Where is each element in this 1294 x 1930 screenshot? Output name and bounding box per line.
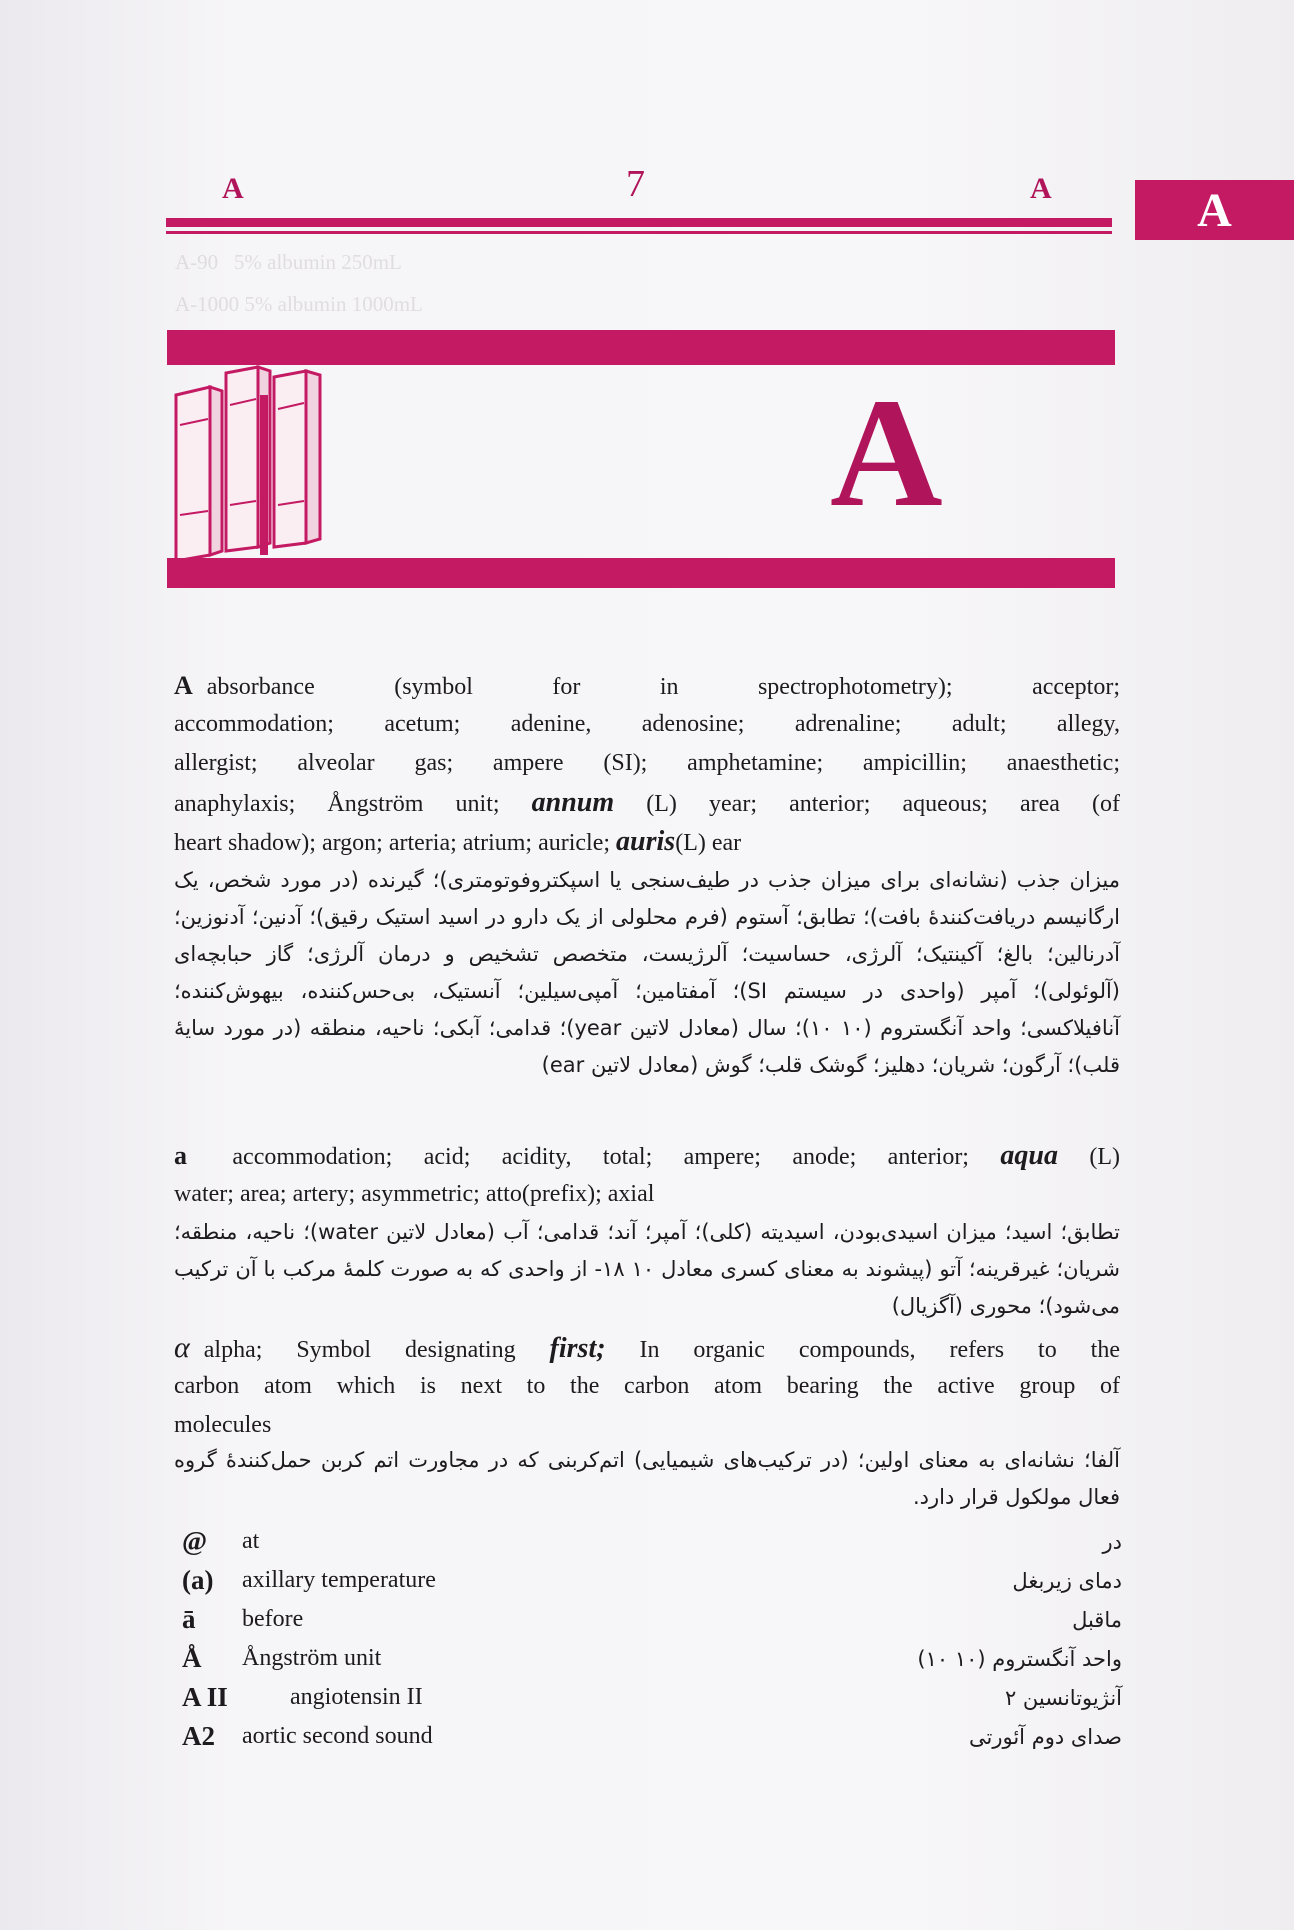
- abbrev-row: [182, 1643, 1122, 1681]
- entry-a-line: a accommodation; acid; acidity, total; ampere; anode; anterior; aqua (L): [174, 1140, 1120, 1171]
- header-rule: [166, 218, 1112, 227]
- books-icon: [170, 365, 350, 565]
- entry-A-line: allergist; alveolar gas; ampere (SI); amphetamine; ampicillin; anaesthetic;: [174, 750, 1120, 776]
- abbrev-persian: در: [1102, 1530, 1122, 1554]
- header-right-letter: A: [1030, 172, 1052, 205]
- abbrev-symbol: Å: [182, 1643, 202, 1673]
- entry-A-line: accommodation; acetum; adenine, adenosine; adrenaline; adult; allegy,: [174, 711, 1120, 737]
- abbrev-symbol: A II: [182, 1682, 228, 1712]
- banner-top-band: [167, 330, 1115, 365]
- abbrev-symbol: A2: [182, 1721, 215, 1751]
- entry-alpha-line: molecules: [174, 1412, 272, 1438]
- entry-A-persian: میزان جذب (نشانه‌ای برای میزان جذب در طیف‌سنجی یا اسپکتروفوتومتری)؛ گیرنده (در مورد شخص، یک ارگانیسم دریافت‌کنندهٔ بافت)؛ تطابق؛ آستوم (فرم محلولی از یک دارو در اسید استیک رقیق)؛ آدنین؛ آدنوزین؛ آدرنالین؛ بالغ؛ آکینتیک؛ آلرژی، حساسیت؛ آلرژیست، متخصص تشخیص و درمان آلرژی؛ گاز حبابچه‌ای (آلوئولی)؛ آمپر (واحدی در سیستم SI)؛ آمفتامین؛ آمپی‌سیلین؛ آنستیک، بی‌حس‌کننده، بیهوش‌کننده؛ آنافیلاکسی؛ واحد آنگستروم (۱۰ ۱۰)؛ سال (معادل لاتین year)؛ قدامی؛ آبکی؛ ناحیه، منطقه (در مورد سایهٔ قلب)؛ آرگون؛ شریان؛ دهلیز؛ گوشک قلب؛ گوش (معادل لاتین ear): [174, 868, 1120, 1077]
- abbrev-persian: آنژیوتانسین ۲: [1004, 1686, 1122, 1710]
- abbrev-term: aortic second sound: [242, 1723, 433, 1749]
- abbrev-row: [182, 1721, 1122, 1759]
- abbrev-term: Ångström unit: [242, 1645, 382, 1671]
- page-number: 7: [626, 163, 645, 205]
- abbrev-row: [182, 1565, 1122, 1603]
- abbrev-persian: ماقبل: [1072, 1608, 1122, 1632]
- abbrev-symbol: @: [182, 1526, 208, 1556]
- abbrev-term: at: [242, 1528, 260, 1554]
- abbrev-persian: صدای دوم آئورتی: [969, 1725, 1122, 1749]
- abbrev-term: axillary temperature: [242, 1567, 436, 1593]
- entry-a-persian: تطابق؛ اسید؛ میزان اسیدی‌بودن، اسیدیته (کلی)؛ آمپر؛ آند؛ قدامی؛ آب (معادل لاتین water)؛ ناحیه، منطقه؛ شریان؛ غیرقرینه؛ آتو (پیشوند به معنای کسری معادل ۱۰ ۱۸- از واحدی که به صورت کلمهٔ مرکب با آن ترکیب می‌شود)؛ محوری (آگزیال): [174, 1220, 1120, 1318]
- entry-A-line: heart shadow); argon; arteria; atrium; auricle; auris(L) ear: [174, 826, 742, 857]
- abbrev-symbol: (a): [182, 1565, 214, 1595]
- abbrev-persian: واحد آنگستروم (۱۰ ۱۰): [917, 1647, 1122, 1671]
- abbrev-term: angiotensin II: [290, 1684, 423, 1710]
- thumb-index-tab[interactable]: A: [1135, 180, 1294, 240]
- abbrev-row: [182, 1526, 1122, 1564]
- entry-A-line: anaphylaxis; Ångström unit; annum (L) year; anterior; aqueous; area (of: [174, 787, 1120, 818]
- section-letter: A: [830, 366, 943, 539]
- entry-alpha-persian: آلفا؛ نشانه‌ای به معنای اولین؛ (در ترکیب‌های شیمیایی) اتم‌کربنی که در مجاورت اتم کربن حمل‌کنندهٔ گروه فعال مولکول قرار دارد.: [174, 1448, 1120, 1509]
- abbrev-row: [182, 1682, 1122, 1720]
- entry-a-line: water; area; artery; asymmetric; atto(prefix); axial: [174, 1181, 655, 1207]
- abbrev-term: before: [242, 1606, 304, 1632]
- entry-alpha-line: carbon atom which is next to the carbon atom bearing the active group of: [174, 1373, 1120, 1399]
- banner-bottom-band: [167, 558, 1115, 588]
- entry-alpha-line: α alpha; Symbol designating first; In organic compounds, refers to the: [174, 1331, 1120, 1364]
- abbrev-persian: دمای زیربغل: [1012, 1569, 1122, 1593]
- show-through-text: A-90 5% albumin 250mL: [175, 250, 402, 274]
- show-through-text: A-1000 5% albumin 1000mL: [175, 292, 423, 316]
- abbrev-symbol: ā: [182, 1604, 196, 1634]
- entry-A-line: A absorbance (symbol for in spectrophotometry); acceptor;: [174, 671, 1120, 700]
- header-rule-thin: [166, 231, 1112, 234]
- header-left-letter: A: [222, 172, 244, 205]
- abbrev-row: [182, 1604, 1122, 1642]
